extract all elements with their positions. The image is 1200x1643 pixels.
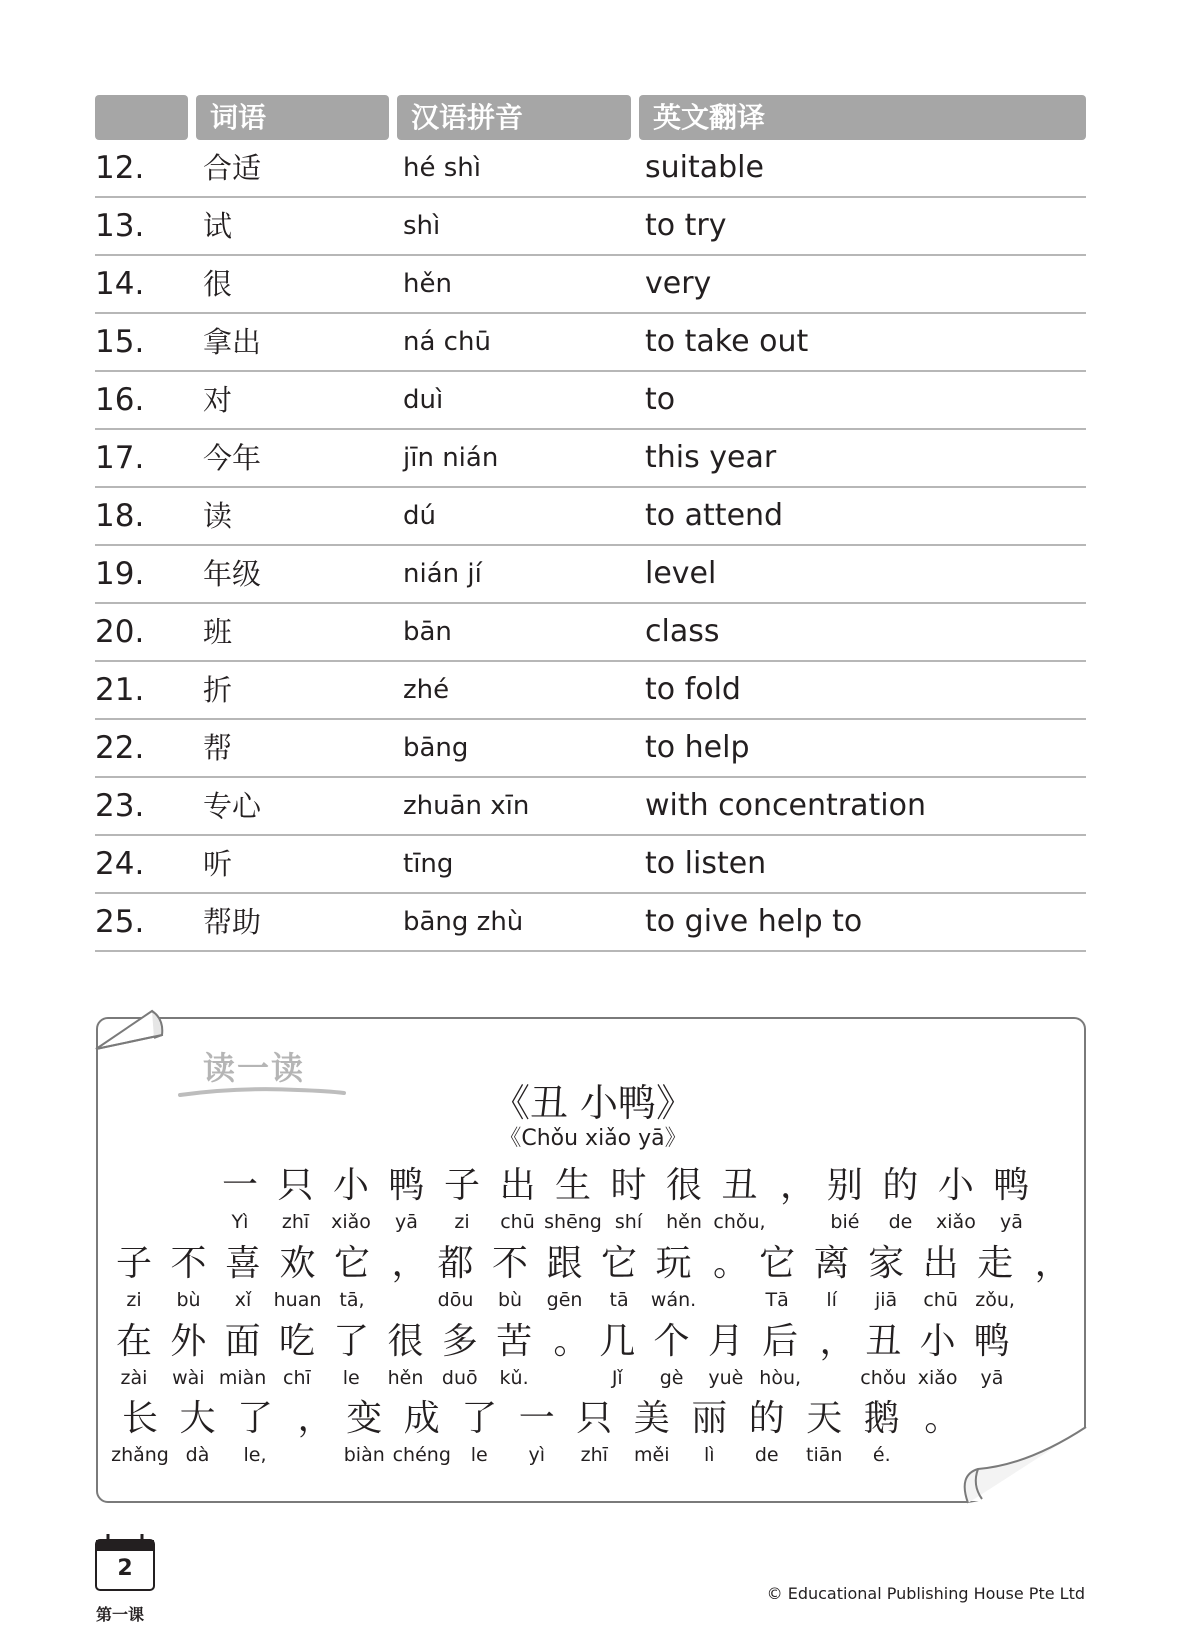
story-hanzi: 不 [492,1243,529,1284]
story-pinyin: hěn [666,1211,702,1233]
story-hanzi: 月 [707,1321,744,1362]
table-row [95,604,1086,662]
story-pinyin: chǒu [860,1367,907,1389]
story-hanzi: 出 [922,1243,959,1284]
table-row [95,662,1086,720]
row-english: with concentration [645,788,926,823]
story-hanzi: 后 [762,1321,799,1362]
story-character [268,1240,328,1312]
story-character [870,1162,930,1234]
row-number: 21. [95,672,145,708]
story-hanzi: 吃 [278,1321,315,1362]
story-character [908,1318,968,1390]
row-english: suitable [645,150,764,185]
row-english: this year [645,440,777,475]
story-character [432,1162,492,1234]
story-hanzi: 它 [601,1243,638,1284]
story-pinyin: tā [609,1289,629,1311]
story-punctuation [819,1318,856,1366]
row-number: 16. [95,382,145,418]
lesson-label: 第一课 [96,1605,145,1624]
story-pinyin: lì [703,1444,715,1466]
story-character [622,1395,682,1467]
row-pinyin: bāng [403,733,469,763]
row-word: 帮 [203,731,233,765]
row-number: 23. [95,788,145,824]
row-pinyin: zhuān xīn [403,791,530,821]
row-pinyin: shì [403,211,441,241]
story-character [449,1395,509,1467]
story-hanzi: 生 [554,1165,591,1206]
story-character [507,1395,567,1467]
story-pinyin: lí [826,1289,837,1311]
row-pinyin: zhé [403,675,450,705]
story-pinyin: Tā [765,1289,789,1311]
story-pinyin: zhǎng [111,1444,169,1466]
story-hanzi: 了 [461,1398,498,1439]
story-character [321,1318,381,1390]
table-row [95,140,1086,198]
story-hanzi: 它 [333,1243,370,1284]
story-pinyin: miàn [218,1367,267,1389]
row-english: to [645,382,676,417]
story-pinyin: tā, [339,1289,365,1311]
row-number: 24. [95,846,145,882]
row-word: 班 [203,615,233,649]
story-character [965,1240,1025,1312]
story-character [911,1240,971,1312]
story-character [599,1162,659,1234]
story-hanzi: 外 [170,1321,207,1362]
row-number: 25. [95,904,145,940]
row-word: 帮助 [203,905,262,939]
story-character [213,1318,273,1390]
story-character [710,1162,770,1234]
story-pinyin: wài [172,1367,205,1389]
story-pinyin: bié [830,1211,860,1233]
story-hanzi: 成 [403,1398,440,1439]
row-word: 拿出 [203,325,262,359]
table-header [95,95,1086,140]
story-pinyin: xiǎo [936,1211,976,1233]
story-hanzi: 欢 [279,1243,316,1284]
story-character [377,1162,437,1234]
story-hanzi: ， [819,1321,856,1362]
page-curl-corner-icon [958,1425,1088,1505]
story-character [168,1395,228,1467]
reading-label: 读一读 [203,1049,306,1087]
story-character [654,1162,714,1234]
copyright: © Educational Publishing House Pte Ltd [766,1584,1085,1603]
story-hanzi: 长 [121,1398,158,1439]
row-word: 折 [203,673,233,707]
story-hanzi: 了 [236,1398,273,1439]
reading-box [96,1017,1086,1503]
story-line [98,1162,1088,1246]
row-english: very [645,266,712,301]
story-pinyin: zǒu, [975,1289,1015,1311]
row-english: class [645,614,720,649]
story-hanzi: ， [297,1398,334,1439]
row-english: to try [645,208,727,243]
story-character [737,1395,797,1467]
story-hanzi: 美 [633,1398,670,1439]
story-character [644,1240,704,1312]
story-character [856,1240,916,1312]
story-character [815,1162,875,1234]
story-character [392,1395,452,1467]
story-character [334,1395,394,1467]
story-character [213,1240,273,1312]
row-pinyin: tīng [403,849,454,879]
story-pinyin: le, [243,1444,267,1466]
story-character [210,1162,270,1234]
table-row [95,836,1086,894]
table-row [95,256,1086,314]
story-pinyin: zhī [580,1444,608,1466]
row-pinyin: hé shì [403,153,481,183]
story-character [104,1318,164,1390]
story-hanzi: 鸭 [388,1165,425,1206]
story-punctuation [780,1162,817,1210]
story-hanzi: 天 [806,1398,843,1439]
story-hanzi: 丑 [721,1165,758,1206]
story-character [696,1318,756,1390]
story-punctuation [553,1318,590,1366]
story-pinyin: chī [283,1367,311,1389]
story-character [794,1395,854,1467]
row-pinyin: jīn nián [403,443,499,473]
story-pinyin: Yì [231,1211,249,1233]
story-pinyin: yā [395,1211,418,1233]
story-line [98,1240,1088,1324]
story-pinyin: de [888,1211,913,1233]
row-pinyin: bāng zhù [403,907,524,937]
story-character [158,1318,218,1390]
story-hanzi: ， [780,1165,817,1206]
row-pinyin: bān [403,617,452,647]
story-punctuation [297,1395,334,1443]
story-pinyin: xiǎo [917,1367,958,1389]
story-pinyin: le [470,1444,488,1466]
story-character [543,1162,603,1234]
story-hanzi: 只 [576,1398,613,1439]
story-pinyin: gè [659,1367,684,1389]
row-english: to give help to [645,904,863,939]
story-line [98,1395,1088,1479]
story-hanzi: 都 [437,1243,474,1284]
story-hanzi: 一 [221,1165,258,1206]
row-word: 听 [203,847,233,881]
row-number: 12. [95,150,145,186]
story-hanzi: 的 [748,1398,785,1439]
row-pinyin: nián jí [403,559,482,589]
row-word: 今年 [203,441,262,475]
story-character [802,1240,862,1312]
table-row [95,894,1086,952]
row-word: 试 [203,209,233,243]
story-character [267,1318,327,1390]
story-pinyin: chǒu, [713,1211,766,1233]
row-number: 19. [95,556,145,592]
story-pinyin: dà [185,1444,210,1466]
story-hanzi: 。 [924,1398,961,1439]
story-pinyin: chū [500,1211,535,1233]
table-body [95,140,1086,952]
story-punctuation [924,1395,961,1443]
row-pinyin: ná chū [403,327,491,357]
story-character [962,1318,1022,1390]
story-character [852,1395,912,1467]
story-title: 《丑 小鸭》 [491,1081,695,1125]
story-pinyin: xǐ [234,1289,252,1311]
row-pinyin: dú [403,501,436,531]
table-row [95,198,1086,256]
table-row [95,720,1086,778]
row-word: 很 [203,267,233,301]
story-pinyin: zi [454,1211,470,1233]
story-pinyin: chéng [392,1444,451,1466]
story-pinyin: zhī [281,1211,310,1233]
story-pinyin: hòu, [759,1367,802,1389]
row-pinyin: hěn [403,269,452,299]
story-character [642,1318,702,1390]
story-character [430,1318,490,1390]
story-hanzi: 一 [518,1398,555,1439]
story-pinyin: bù [497,1289,523,1311]
row-english: to take out [645,324,809,359]
story-hanzi: 面 [224,1321,261,1362]
row-number: 22. [95,730,145,766]
row-number: 17. [95,440,145,476]
story-hanzi: 变 [346,1398,383,1439]
story-character [322,1240,382,1312]
story-hanzi: ， [391,1243,428,1284]
story-character [679,1395,739,1467]
row-number: 13. [95,208,145,244]
story-character [926,1162,986,1234]
row-number: 18. [95,498,145,534]
story-hanzi: 丑 [865,1321,902,1362]
story-hanzi: 不 [170,1243,207,1284]
story-hanzi: 走 [977,1243,1014,1284]
table-row [95,778,1086,836]
story-hanzi: 丽 [691,1398,728,1439]
row-english: to fold [645,672,741,707]
story-hanzi: 很 [387,1321,424,1362]
story-character [747,1240,807,1312]
row-number: 14. [95,266,145,302]
story-pinyin: duō [441,1367,478,1389]
story-hanzi: 大 [179,1398,216,1439]
story-hanzi: 别 [826,1165,863,1206]
row-word: 专心 [203,789,262,823]
page-curl-icon [94,1005,174,1065]
story-pinyin: tiān [806,1444,843,1466]
story-character [484,1318,544,1390]
story-pinyin: shí [614,1211,643,1233]
page-number: 2 [117,1556,133,1581]
vocabulary-table [95,95,1086,952]
story-character [104,1240,164,1312]
row-word: 合适 [203,151,262,185]
story-punctuation [1034,1240,1071,1288]
story-hanzi: 个 [653,1321,690,1362]
story-pinyin: dōu [437,1289,474,1311]
header-word: 词语 [196,95,389,140]
story-character [225,1395,285,1467]
header-number [95,95,188,140]
story-hanzi: 了 [333,1321,370,1362]
story-hanzi: 小 [937,1165,974,1206]
story-character [159,1240,219,1312]
row-word: 对 [203,383,233,417]
row-english: to attend [645,498,784,533]
story-pinyin: é. [872,1444,891,1466]
story-pinyin: gēn [546,1289,583,1311]
story-pinyin: yā [980,1367,1004,1389]
story-pinyin: wán. [650,1289,697,1311]
story-pinyin: zài [120,1367,148,1389]
story-hanzi: 家 [868,1243,905,1284]
table-row [95,430,1086,488]
story-pinyin: chū [923,1289,958,1311]
story-pinyin: hěn [387,1367,424,1389]
story-character [321,1162,381,1234]
story-character [266,1162,326,1234]
story-hanzi: 离 [813,1243,850,1284]
story-hanzi: 很 [665,1165,702,1206]
story-hanzi: 出 [499,1165,536,1206]
story-hanzi: 子 [115,1243,152,1284]
story-pinyin: xiǎo [331,1211,371,1233]
table-row [95,488,1086,546]
story-hanzi: 鸭 [993,1165,1030,1206]
story-hanzi: 鹅 [863,1398,900,1439]
story-character [587,1318,647,1390]
story-hanzi: 玩 [655,1243,692,1284]
story-pinyin: zi [126,1289,142,1311]
row-english: level [645,556,717,591]
story-title-pinyin: 《Chǒu xiǎo yā》 [499,1126,687,1151]
story-character [535,1240,595,1312]
story-hanzi: 小 [919,1321,956,1362]
story-pinyin: biàn [343,1444,385,1466]
story-pinyin: jiā [874,1289,898,1311]
story-character [110,1395,170,1467]
story-character [853,1318,913,1390]
header-pinyin: 汉语拼音 [397,95,631,140]
story-pinyin: kǔ. [499,1367,529,1389]
story-hanzi: 在 [115,1321,152,1362]
story-punctuation [391,1240,428,1288]
story-pinyin: yuè [708,1367,744,1389]
row-english: to listen [645,846,767,881]
story-hanzi: 小 [332,1165,369,1206]
story-pinyin: de [754,1444,779,1466]
story-pinyin: yì [528,1444,546,1466]
story-character [376,1318,436,1390]
table-row [95,546,1086,604]
story-hanzi: 。 [553,1321,590,1362]
story-character [589,1240,649,1312]
story-hanzi: 多 [441,1321,478,1362]
story-character [981,1162,1041,1234]
story-hanzi: 子 [443,1165,480,1206]
story-hanzi: 时 [610,1165,647,1206]
story-hanzi: 苦 [496,1321,533,1362]
story-hanzi: ， [1034,1243,1071,1284]
table-row [95,372,1086,430]
story-pinyin: huan [273,1289,322,1311]
story-pinyin: Jǐ [611,1367,623,1389]
story-hanzi: 。 [713,1243,750,1284]
story-character [488,1162,548,1234]
row-number: 15. [95,324,145,360]
story-pinyin: shēng [544,1211,602,1233]
row-english: to help [645,730,750,765]
story-pinyin: yā [999,1211,1023,1233]
story-hanzi: 几 [599,1321,636,1362]
story-line [98,1318,1088,1402]
story-character [480,1240,540,1312]
row-number: 20. [95,614,145,650]
story-character [750,1318,810,1390]
story-pinyin: bù [176,1289,201,1311]
row-word: 读 [203,499,233,533]
table-row [95,314,1086,372]
story-pinyin: měi [634,1444,670,1466]
story-pinyin: le [342,1367,360,1389]
story-character [564,1395,624,1467]
story-hanzi: 的 [882,1165,919,1206]
story-hanzi: 鸭 [973,1321,1010,1362]
story-character [426,1240,486,1312]
story-hanzi: 喜 [224,1243,261,1284]
header-english: 英文翻译 [639,95,1086,140]
story-hanzi: 它 [759,1243,796,1284]
story-hanzi: 只 [277,1165,314,1206]
story-punctuation [713,1240,750,1288]
row-pinyin: duì [403,385,444,415]
story-hanzi: 跟 [546,1243,583,1284]
row-word: 年级 [203,557,262,591]
